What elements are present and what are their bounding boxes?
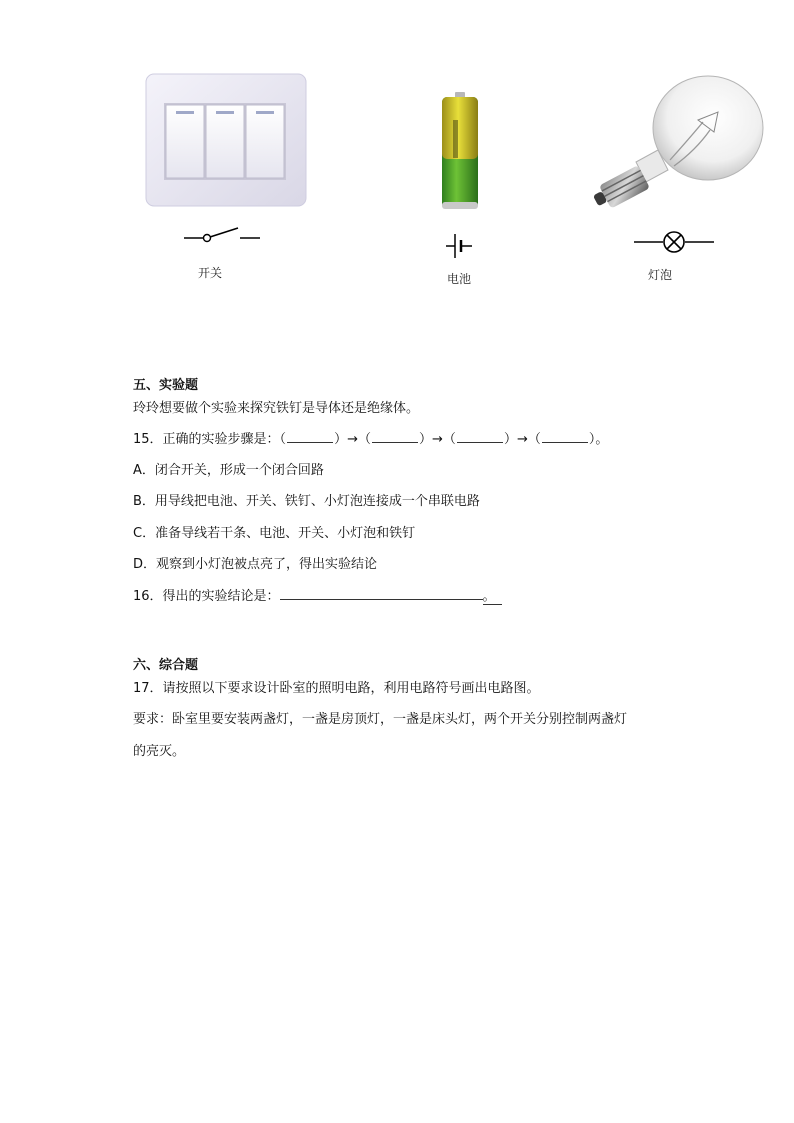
arrow-2: → — [432, 432, 443, 447]
switch-caption: 开关 — [198, 266, 223, 280]
option-a: A．闭合开关，形成一个闭合回路 — [133, 463, 324, 478]
q15-blank-2[interactable] — [372, 430, 418, 443]
option-d: D．观察到小灯泡被点亮了，得出实验结论 — [133, 557, 378, 572]
bulb-symbol-icon — [632, 228, 716, 256]
battery-photo-graphic — [435, 90, 485, 212]
requirement-line-1: 要求：卧室里要安装两盏灯，一盏是房顶灯，一盏是床头灯，两个开关分别控制两盏灯 — [133, 712, 628, 727]
switch-symbol-icon — [182, 226, 264, 246]
question-15: 15．正确的实验步骤是：（ ）→（ ）→（ ）→（ ）。 — [133, 432, 609, 447]
q15-prefix: 15．正确的实验步骤是： — [133, 432, 280, 447]
q16-answer-blank[interactable] — [280, 587, 483, 600]
section6-title: 六、综合题 — [133, 658, 199, 673]
option-b: B．用导线把电池、开关、铁钉、小灯泡连接成一个串联电路 — [133, 494, 480, 509]
q15-blank-3[interactable] — [457, 430, 503, 443]
q16-prefix: 16．得出的实验结论是： — [133, 589, 280, 604]
section5-intro: 玲玲想要做个实验来探究铁钉是导体还是绝缘体。 — [133, 401, 420, 416]
bulb-photo — [588, 70, 768, 210]
battery-symbol-icon — [444, 232, 474, 260]
question-16 — [133, 587, 502, 607]
switch-photo-graphic — [140, 70, 310, 210]
q16-end: 。 — [483, 589, 502, 605]
option-c: C．准备导线若干条、电池、开关、小灯泡和铁钉 — [133, 526, 416, 541]
requirement-line-2: 的亮灭。 — [133, 744, 186, 759]
q15-blank-1[interactable] — [287, 430, 333, 443]
q15-end: 。 — [595, 432, 609, 447]
battery-photo — [435, 90, 485, 212]
section5-title: 五、实验题 — [133, 378, 199, 393]
battery-caption: 电池 — [447, 272, 472, 286]
q15-blank-4[interactable] — [542, 430, 588, 443]
arrow-1: → — [347, 432, 358, 447]
switch-photo — [140, 70, 310, 210]
bulb-photo-graphic — [588, 70, 768, 210]
arrow-3: → — [516, 432, 528, 447]
bulb-caption: 灯泡 — [648, 268, 673, 282]
question-17: 17．请按照以下要求设计卧室的照明电路，利用电路符号画出电路图。 — [133, 681, 540, 696]
